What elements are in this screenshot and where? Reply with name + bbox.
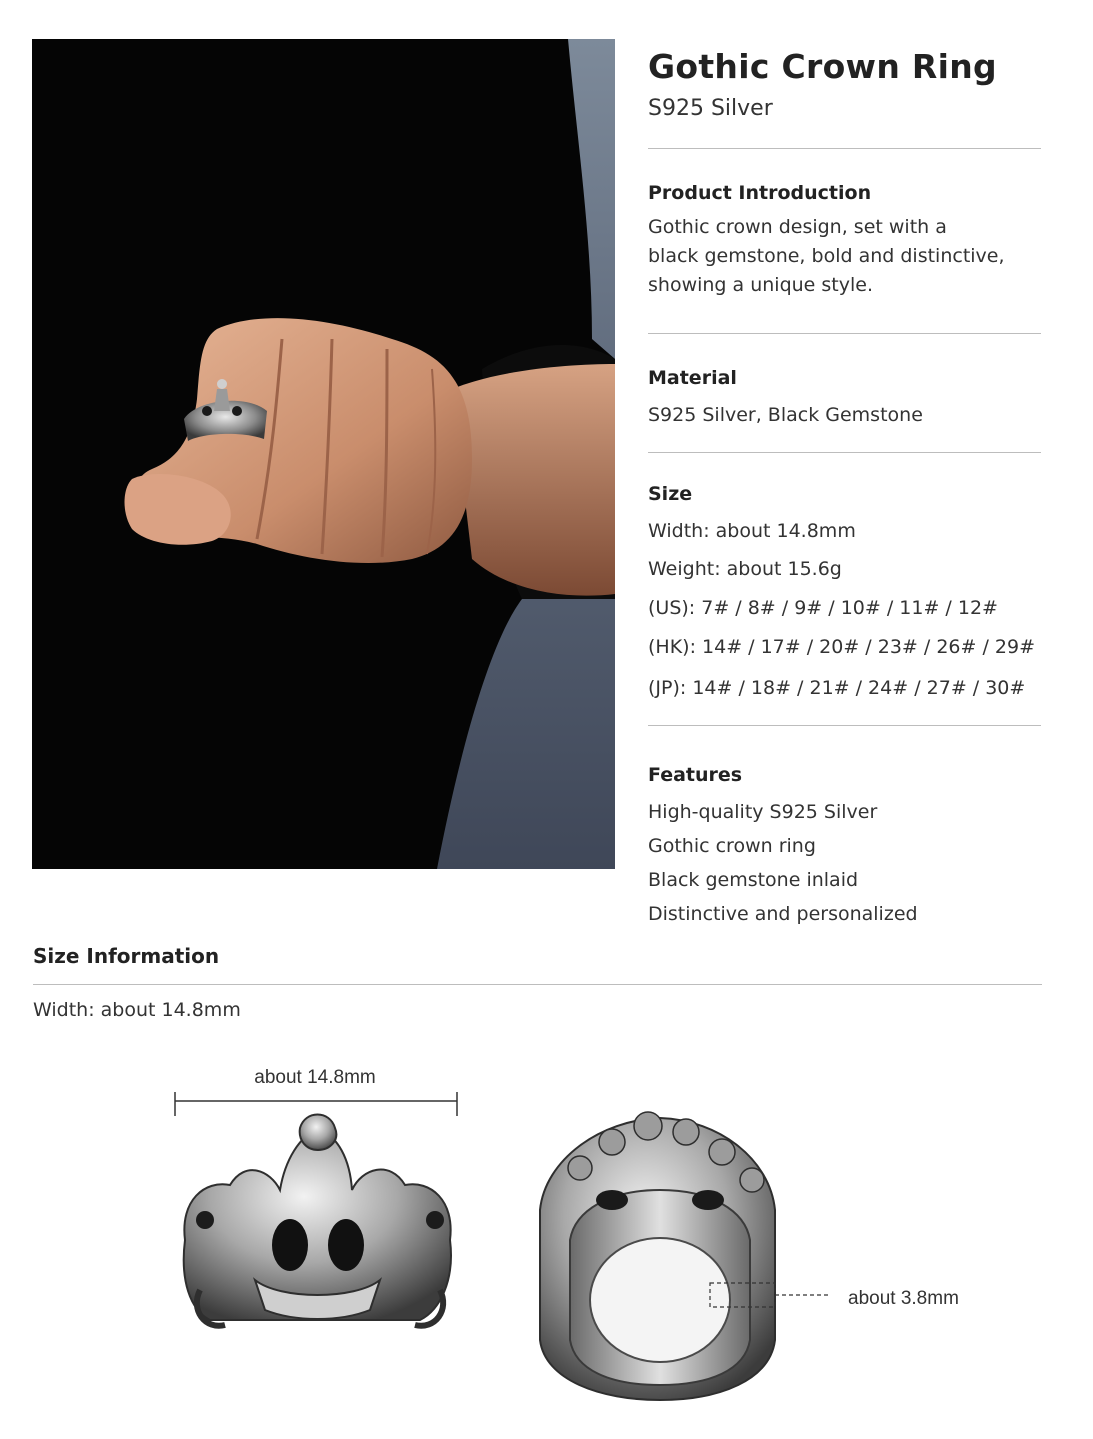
features-heading: Features — [648, 764, 743, 786]
front-width-bracket — [175, 1092, 457, 1116]
size-hk: (HK): 14# / 17# / 20# / 23# / 26# / 29# — [648, 636, 1035, 658]
material-text: S925 Silver, Black Gemstone — [648, 404, 923, 426]
introduction-line: Gothic crown design, set with a — [648, 216, 947, 238]
size-information-heading: Size Information — [33, 944, 220, 968]
size-jp: (JP): 14# / 18# / 21# / 24# / 27# / 30# — [648, 677, 1026, 699]
introduction-line: showing a unique style. — [648, 274, 874, 296]
divider — [648, 148, 1041, 149]
size-information-width: Width: about 14.8mm — [33, 999, 241, 1021]
introduction-text — [648, 213, 1042, 300]
product-title: Gothic Crown Ring — [648, 47, 997, 86]
hand-with-ring-illustration — [32, 39, 615, 869]
divider — [648, 333, 1041, 334]
size-us: (US): 7# / 8# / 9# / 10# / 11# / 12# — [648, 597, 998, 619]
introduction-line: black gemstone, bold and distinctive, — [648, 245, 1005, 267]
feature-item: Gothic crown ring — [648, 835, 816, 857]
ring-front-view — [184, 1115, 451, 1326]
product-subtitle: S925 Silver — [648, 96, 773, 121]
side-thickness-label: about 3.8mm — [848, 1288, 959, 1309]
feature-item: Distinctive and personalized — [648, 903, 918, 925]
size-weight: Weight: about 15.6g — [648, 558, 842, 580]
product-photo — [32, 39, 615, 869]
divider — [33, 984, 1042, 985]
introduction-heading: Product Introduction — [648, 182, 872, 204]
feature-item: High-quality S925 Silver — [648, 801, 878, 823]
feature-item: Black gemstone inlaid — [648, 869, 859, 891]
ring-side-view — [540, 1112, 775, 1400]
ring-dimension-diagram — [0, 1040, 1093, 1439]
size-width: Width: about 14.8mm — [648, 520, 856, 542]
front-width-label: about 14.8mm — [254, 1067, 376, 1088]
size-heading: Size — [648, 483, 693, 505]
product-info-panel — [648, 44, 1042, 927]
divider — [648, 452, 1041, 453]
material-heading: Material — [648, 367, 737, 389]
divider — [648, 725, 1041, 726]
